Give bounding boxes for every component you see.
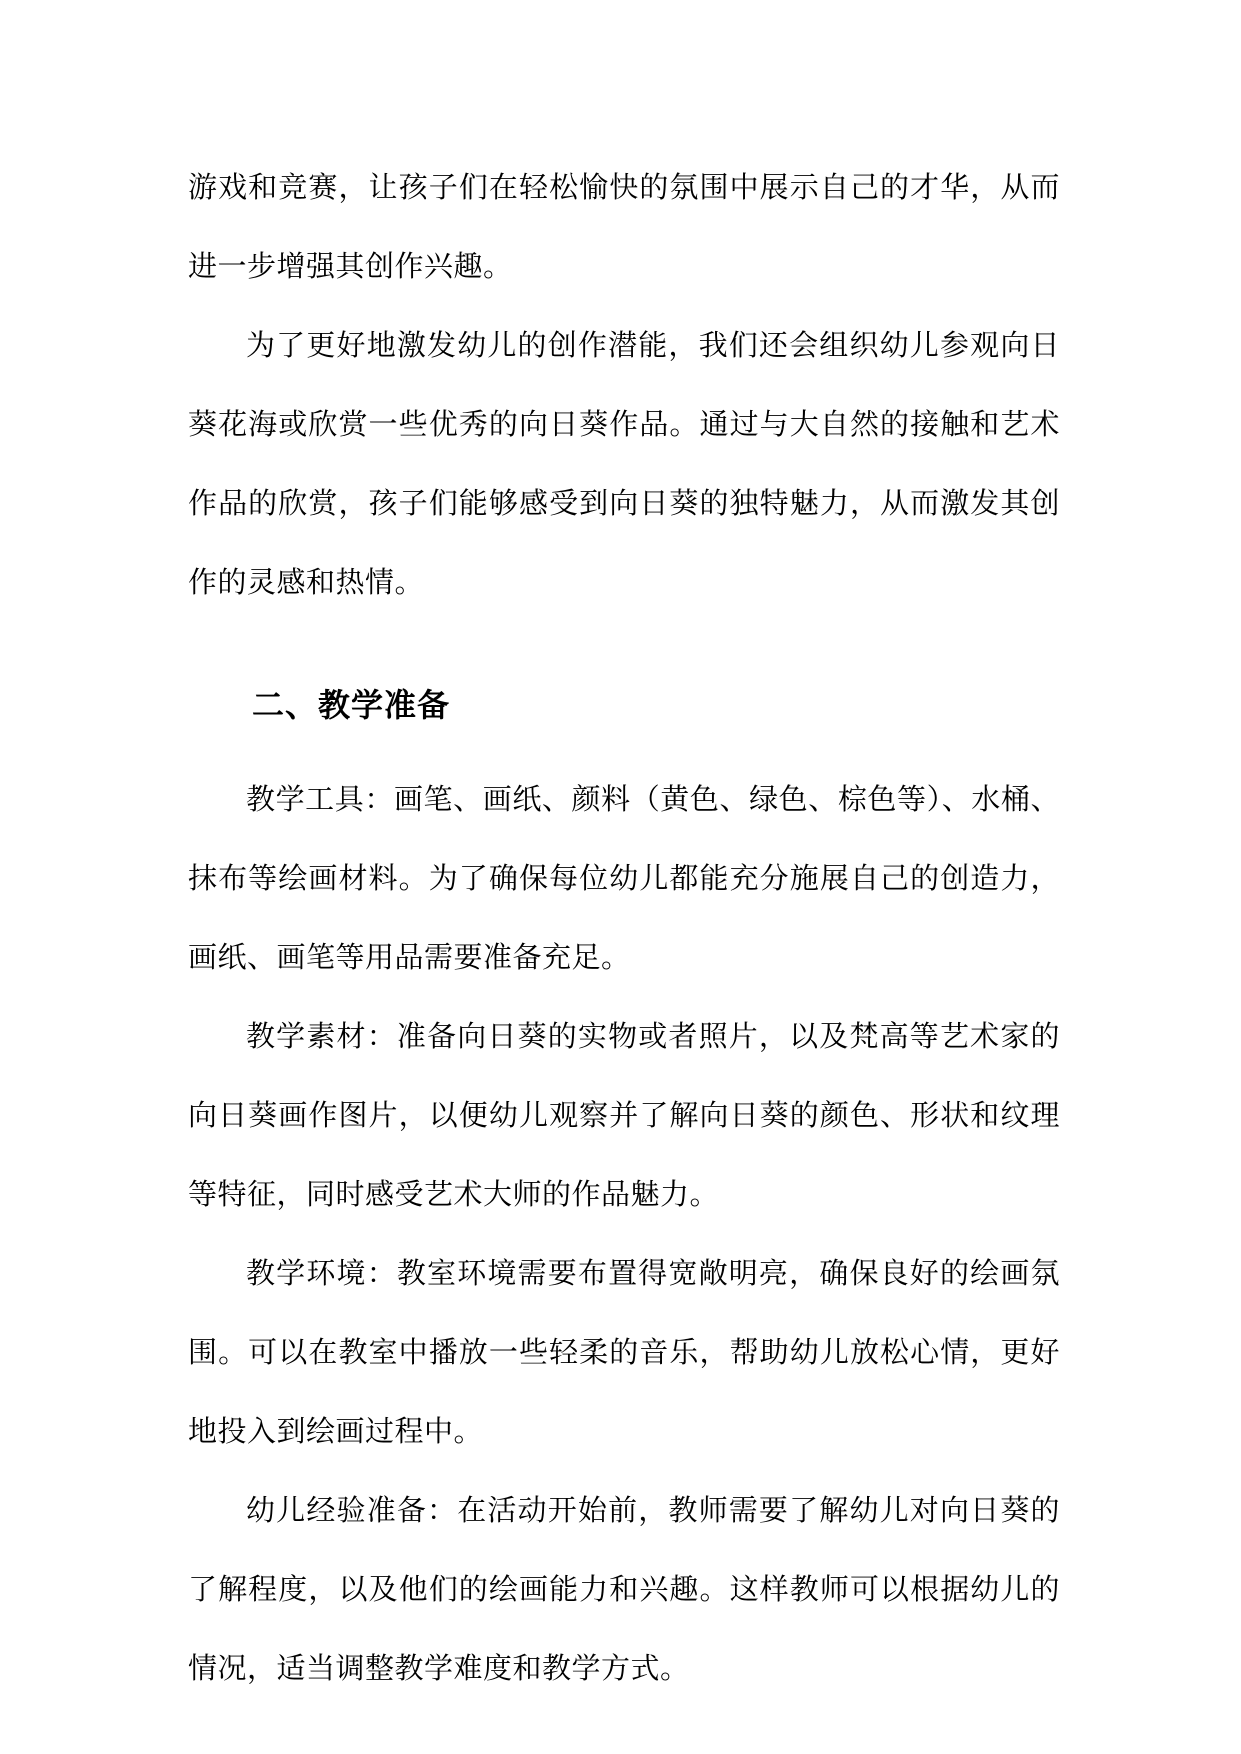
paragraph-continued: 游戏和竞赛，让孩子们在轻松愉快的氛围中展示自己的才华，从而进一步增强其创作兴趣。: [188, 170, 1060, 283]
document-body: [188, 148, 1060, 1708]
paragraph-child-experience: 幼儿经验准备：在活动开始前，教师需要了解幼儿对向日葵的了解程度，以及他们的绘画能力和兴趣。这样教师可以根据幼儿的情况，适当调整教学难度和教学方式。: [188, 1493, 1060, 1685]
paragraph-teaching-materials: 教学素材：准备向日葵的实物或者照片，以及梵高等艺术家的向日葵画作图片，以便幼儿观察并了解向日葵的颜色、形状和纹理等特征，同时感受艺术大师的作品魅力。: [188, 1019, 1060, 1211]
paragraph: 为了更好地激发幼儿的创作潜能，我们还会组织幼儿参观向日葵花海或欣赏一些优秀的向日葵作品。通过与大自然的接触和艺术作品的欣赏，孩子们能够感受到向日葵的独特魅力，从而激发其创作的灵感和热情。: [188, 328, 1060, 599]
paragraph-teaching-tools: 教学工具：画笔、画纸、颜料（黄色、绿色、棕色等）、水桶、抹布等绘画材料。为了确保每位幼儿都能充分施展自己的创造力，画纸、画笔等用品需要准备充足。: [188, 782, 1060, 974]
paragraph-teaching-environment: 教学环境：教室环境需要布置得宽敞明亮，确保良好的绘画氛围。可以在教室中播放一些轻柔的音乐，帮助幼儿放松心情，更好地投入到绘画过程中。: [188, 1256, 1060, 1448]
section-heading: 二、教学准备: [252, 686, 451, 724]
